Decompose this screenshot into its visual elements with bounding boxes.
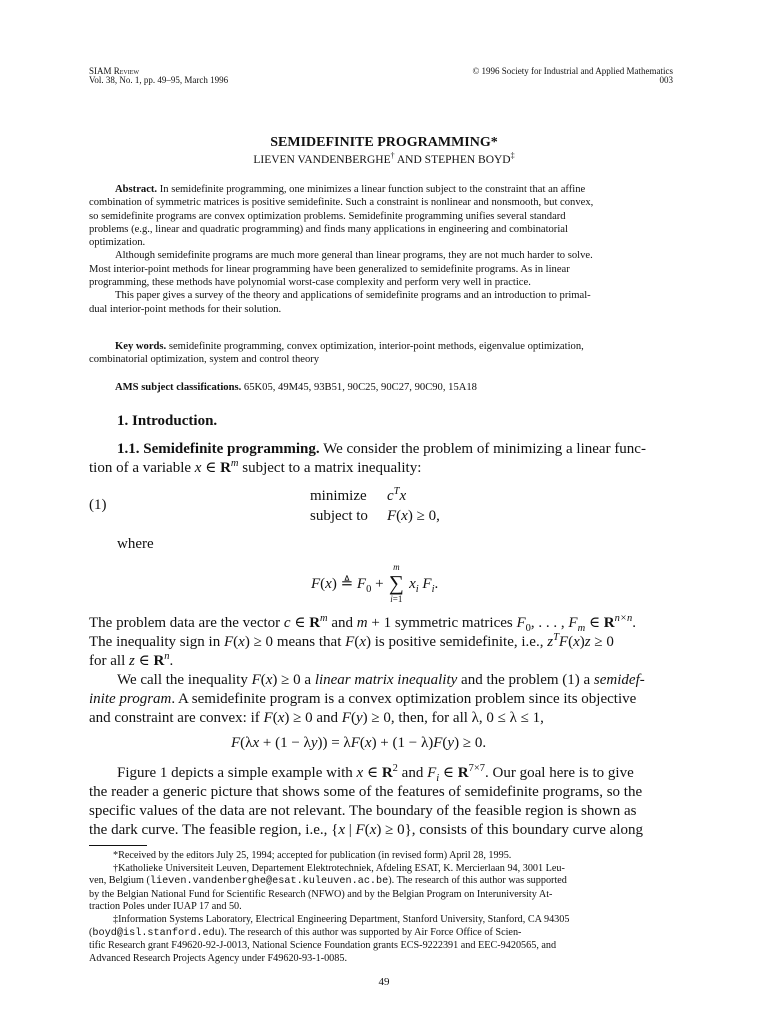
author-line: LIEVEN VANDENBERGHE† AND STEPHEN BOYD‡ <box>253 151 515 166</box>
equation-1-objective: $c^Tx$ <box>387 486 407 504</box>
ams-classifications: AMS subject classifications. 65K05, 49M45, 93B51, 90C25, 90C27, 90C90, 15A18 <box>115 382 477 393</box>
journal-name: SIAM Review <box>89 66 140 76</box>
where-text: where <box>117 536 154 552</box>
figure-paragraph: Figure 1 depicts a simple example with x ∈ $R^2$ and $F_i$ ∈ $R^{7\times 7}$. Our goal here is to give the reader a generic picture that shows some of the features of semidefinite programs, so the specific values of the data are not relevant. The boundary of the feasible region is shown as the dark curve. The feasible region, i.e., {x | F(x) ≥ 0}, consists of this boundary curve along <box>89 763 644 838</box>
intro-paragraph: 1.1. Semidefinite programming. We consider the problem of minimizing a linear func- tion of a variable x ∈ $R^m$ subject to a matrix inequality: <box>89 441 646 476</box>
equation-1-subject-to: subject to <box>310 508 368 524</box>
footnote-author-1-line2: ven, Belgium (lieven.vandenberghe@esat.kuleuven.ac.be). The research of this author was supported <box>89 875 567 888</box>
volume-line: Vol. 38, No. 1, pp. 49–95, March 1996 <box>89 75 229 85</box>
footnotes: *Received by the editors July 25, 1994; accepted for publication (in revised form) April 28, 1995. †Katholieke Universiteit Leuven, Departement Elektrotechniek, Afdeling ESAT, K. Mercierlaan 94, 3001 Leu- ven, Belgium (lieven.vandenberghe@esat.kuleuven.ac.be). The research of this author was supported by the Belgian National Fund for Scientific Research (NFWO) and by the Belgian Program on Interuniversity At- traction Poles under IUAP 17 and 50. ‡Information Systems Laboratory, Electrical Engineering Department, Stanford University, Stanford, CA 94305 (boyd@isl.stanford.edu). The research of this author was supported by Air Force Office of Scien- tific Research grant F49620-92-J-0013, National Science Foundation grants ECS-9222391 and EEC-9420565, and Advanced Research Projects Agency under F49620-93-1-0085. <box>89 850 675 965</box>
email-link-1[interactable]: lieven.vandenberghe@esat.kuleuven.ac.be <box>149 876 389 888</box>
problem-data-paragraph: The problem data are the vector c ∈ $R^m$ and m + 1 symmetric matrices $F_0$, . . . , $F_m$ ∈ $R^{n\times n}$. The inequality sign in F(x) ≥ 0 means that F(x) is positive semidefinite, i.e., $z^TF(x)z \ge 0$ for all z ∈ $R^n$. <box>89 613 636 669</box>
page-number: 49 <box>378 976 390 988</box>
paper-title: SEMIDEFINITE PROGRAMMING* <box>270 135 498 150</box>
copyright-line: © 1996 Society for Industrial and Applied Mathematics <box>472 66 673 76</box>
footnote-author-2-line2: (boyd@isl.stanford.edu). The research of this author was supported by Air Force Office of Scien- <box>89 926 522 939</box>
author-2: STEPHEN BOYD <box>424 154 511 166</box>
footnote-rule <box>89 845 147 846</box>
article-code: 003 <box>659 75 673 85</box>
author-1: LIEVEN VANDENBERGHE <box>253 154 391 166</box>
section-heading: 1. Introduction. <box>117 413 218 429</box>
equation-1-minimize: minimize <box>310 488 367 504</box>
footnote-author-2-line1: ‡Information Systems Laboratory, Electrical Engineering Department, Stanford University, Stanford, CA 94305 <box>113 913 570 925</box>
lmi-paragraph: We call the inequality F(x) ≥ 0 a linear matrix inequality and the problem (1) a semidef- inite program. A semidefinite program is a convex optimization problem since its objective and constraint are convex: if F(x) ≥ 0 and F(y) ≥ 0, then, for all λ, 0 ≤ λ ≤ 1, <box>89 672 645 726</box>
abstract: Abstract. In semidefinite programming, one minimizes a linear function subject to the constraint that an affine combination of symmetric matrices is positive semidefinite. Such a constraint is nonlinear and nonsmooth, but convex, so semidefinite programs are convex optimization problems. Semidefinite programming unifies several standard problems (e.g., linear and quadratic programming) and finds many applications in engineering and combinatorial optimization. Although semidefinite programs are much more general than linear programs, they are not much harder to solve. Most interior-point methods for linear programming have been generalized to semidefinite programs. As in linear programming, these methods have polynomial worst-case complexity and perform very well in practice. This paper gives a survey of the theory and applications of semidefinite programs and an introduction to primal- dual interior-point methods for their solution. <box>89 184 594 315</box>
equation-1-constraint: F(x) ≥ 0, <box>387 508 440 524</box>
equation-fx-definition: F(x) ≜ $F_0$ + m ∑ i=1 $x_i$ $F_i$. <box>311 562 439 604</box>
equation-1-label: (1) <box>89 497 107 513</box>
keywords: Key words. semidefinite programming, convex optimization, interior-point methods, eigenvalue optimization, combinatorial optimization, system and control theory <box>89 341 584 366</box>
footnote-author-1-line1: †Katholieke Universiteit Leuven, Departement Elektrotechniek, Afdeling ESAT, K. Mercierlaan 94, 3001 Leu- <box>113 862 565 874</box>
email-link-2[interactable]: boyd@isl.stanford.edu <box>92 927 221 939</box>
equation-convexity: F(λx + (1 − λy)) = λF(x) + (1 − λ)F(y) ≥ 0. <box>231 735 487 751</box>
footnote-received: *Received by the editors July 25, 1994; accepted for publication (in revised form) April 28, 1995. <box>113 850 512 861</box>
